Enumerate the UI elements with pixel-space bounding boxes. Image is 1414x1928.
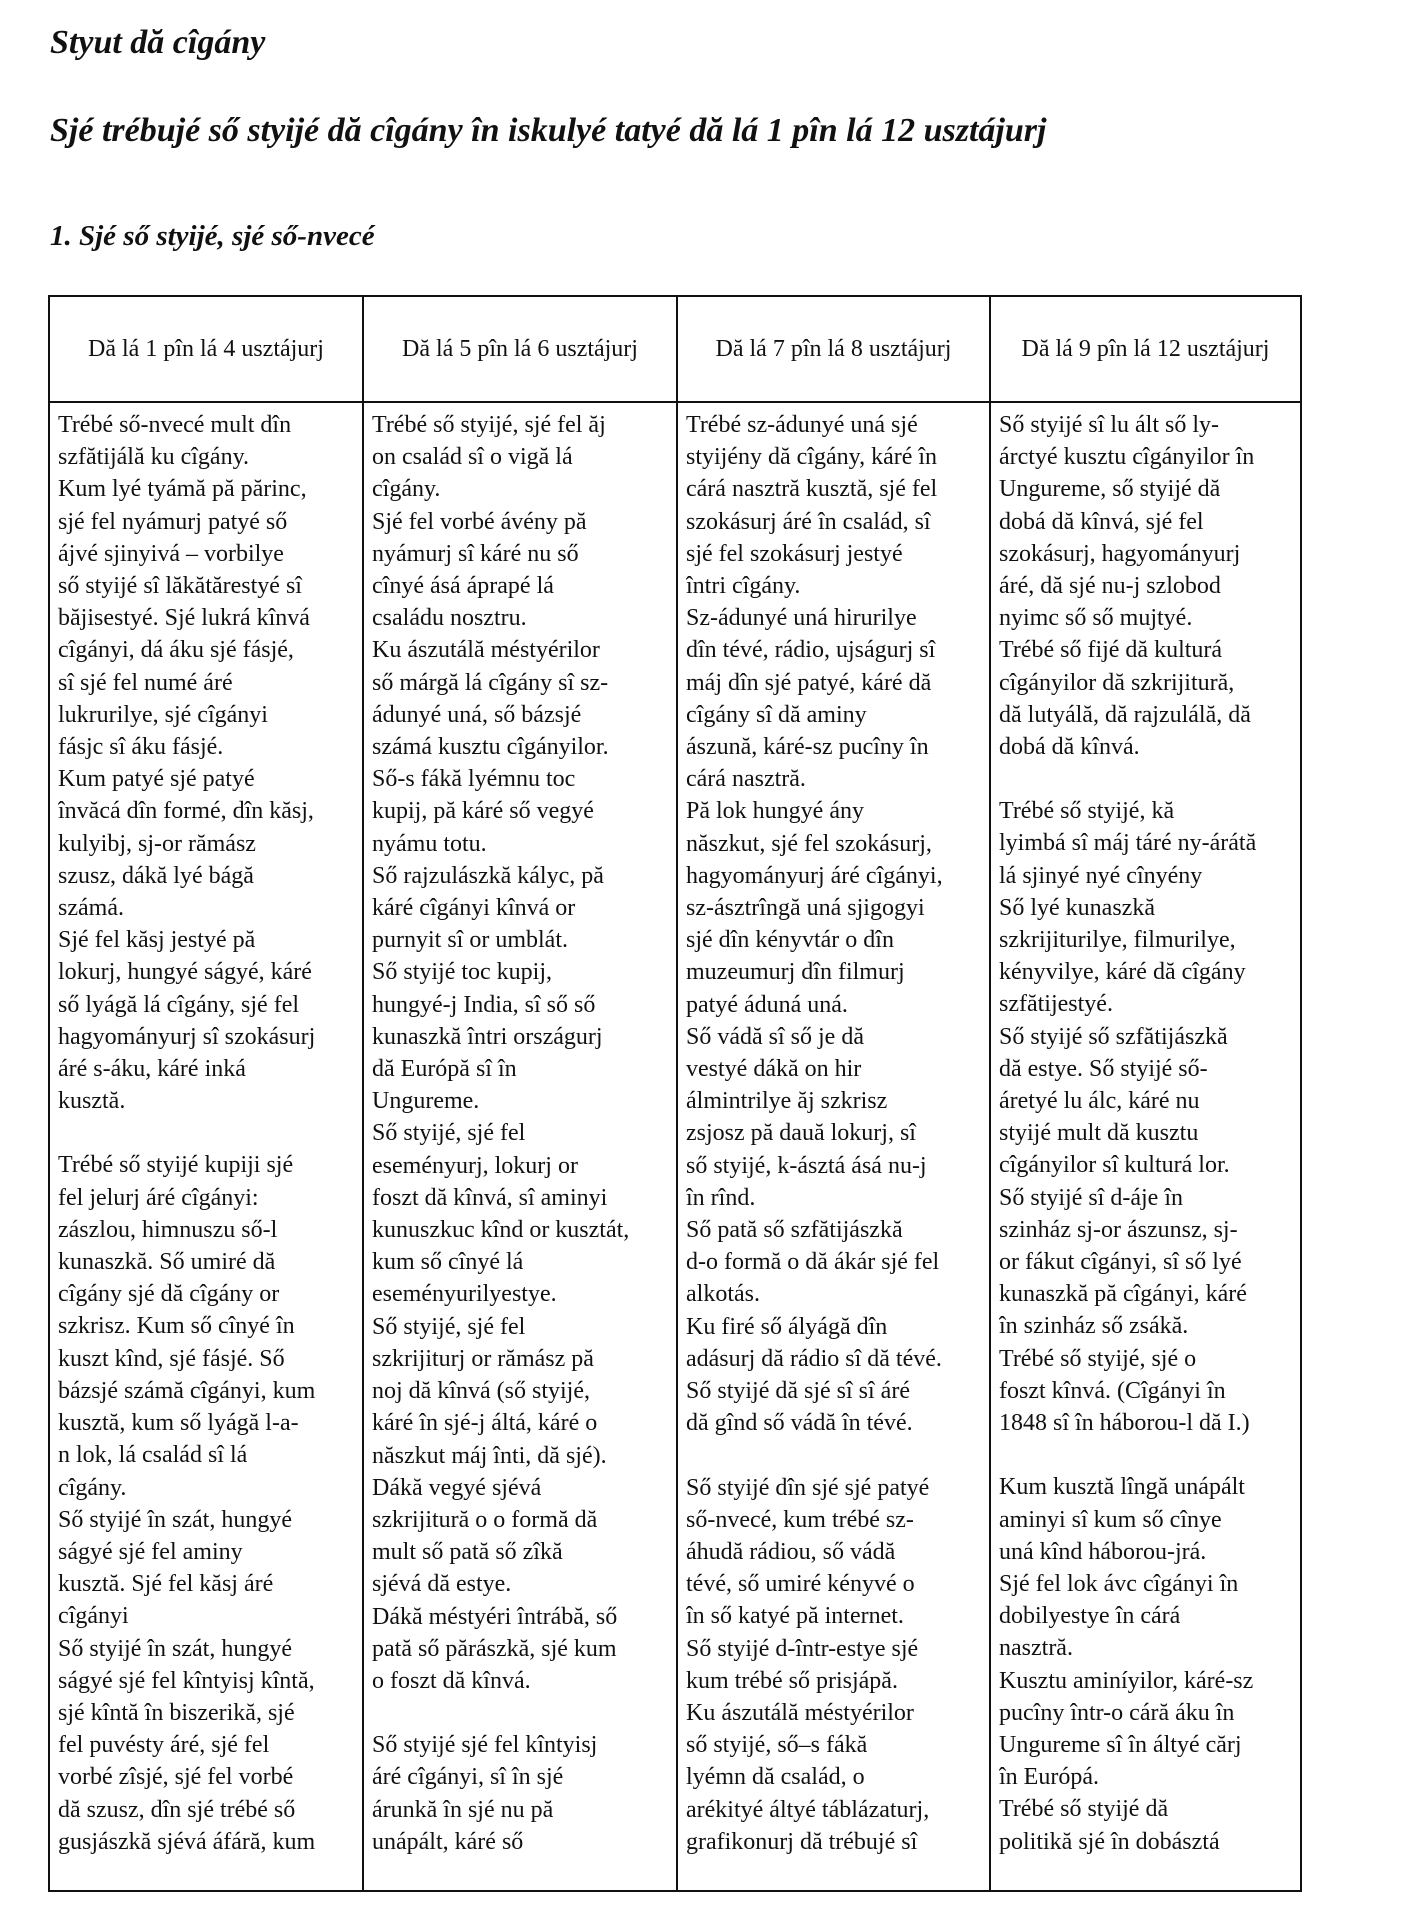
table-paragraph: Ső rajzulászkă kályc, pă káré cîgányi kînvá or purnyit sî or umblát.	[372, 862, 604, 954]
table-paragraph: Trébé ső styijé, sjé fel ăj on család sî o vigă lá cîgány.	[372, 412, 606, 503]
table-paragraph: Trébé ső styijé, sjé o foszt kînvá. (Cîgányi în 1848 sî în háborou-l dă I.)	[999, 1345, 1250, 1437]
table-paragraph: Sjé fel vorbé ávény pă nyámurj sî káré nu ső cînyé ásá áprapé lá családu nosztru.	[372, 508, 587, 632]
table-paragraph: Trébé ső fijé dă kulturá cîgányilor dă szkrijitură, dă lutyálă, dă rajzulálă, dă dobá dă kînvá.	[999, 637, 1251, 761]
paragraph-spacer	[372, 1697, 670, 1729]
page-title: Styut dă cîgány	[50, 24, 266, 61]
paragraph-spacer	[999, 763, 1294, 795]
column-header-grades-5-6: Dă lá 5 pîn lá 6 usztájurj	[363, 296, 677, 402]
curriculum-table	[48, 295, 1302, 1892]
table-paragraph: Sjé fel lok ávc cîgányi în dobilyestye în cárá nasztră.	[999, 1570, 1239, 1662]
table-paragraph: Dákă méstyéri întrábă, ső pată ső părászkă, sjé kum o foszt dă kînvá.	[372, 1603, 618, 1694]
table-paragraph: Trébé ső styijé dă politikă sjé în dobásztá	[999, 1796, 1220, 1855]
column-header-grades-9-12: Dă lá 9 pîn lá 12 usztájurj	[990, 296, 1301, 402]
table-row	[49, 402, 1301, 1891]
column-header-grades-7-8: Dă lá 7 pîn lá 8 usztájurj	[677, 296, 990, 402]
column-cell-grades-9-12	[990, 402, 1301, 1891]
column-cell-grades-7-8	[677, 402, 990, 1891]
table-paragraph: Ső vádă sî ső je dă vestyé dákă on hir álmintrilye ăj szkrisz zsjosz pă dauă lokurj, sî ső styijé, k-ásztá ásá nu-j în rînd.	[686, 1023, 927, 1211]
paragraph-spacer	[999, 1439, 1294, 1471]
table-paragraph: Ső styijé toc kupij, hungyé-j India, sî ső ső kunaszkă întri országurj dă Európă sî în Ungureme.	[372, 959, 603, 1115]
paragraph-spacer	[58, 1117, 356, 1149]
table-paragraph: Trébé sz-ádunyé uná sjé styijény dă cîgány, káré în cárá nasztră kusztă, sjé fel szokásurj áré în család, sî sjé fel szokásurj jestyé întri cîgány.	[686, 412, 938, 600]
table-paragraph: Ső styijé dă sjé sî sî áré dă gînd ső vádă în tévé.	[686, 1378, 913, 1437]
table-paragraph: Trébé ső styijé kupiji sjé fel jelurj áré cîgányi: zászlou, himnuszu ső-l kunaszkă. Ső umiré dă cîgány sjé dă cîgány or szkrisz. Kum ső cînyé în kuszt kînd, sjé fásjé. Ső bázsjé számă cîgányi, kum kusztă, kum ső lyágă l-a- n lok, lá család sî lá cîgány.	[58, 1152, 316, 1501]
table-paragraph: Trébé ső-nvecé mult dîn szfătijálă ku cîgány.	[58, 412, 292, 471]
column-cell-grades-1-4	[49, 402, 363, 1891]
table-paragraph: Ső styijé sjé fel kîntyisj áré cîgányi, sî în sjé árunkă în sjé nu pă unápált, káré ső	[372, 1732, 598, 1855]
table-paragraph: Ső styijé sî lu ált ső ly- árctyé kusztu cîgányilor în Ungureme, ső styijé dă dobá dă kînvá, sjé fel szokásurj, hagyományurj áré, dă sjé nu-j szlobod nyimc ső ső mujtyé.	[999, 412, 1255, 632]
cell-content	[686, 409, 983, 1887]
table-paragraph: Pă lok hungyé ány năszkut, sjé fel szokásurj, hagyományurj áré cîgányi, sz-ásztrîngă uná sjigogyi sjé dîn kényvtár o dîn muzeumurj dîn filmurj patyé áduná uná.	[686, 798, 943, 1018]
table-paragraph: Dákă vegyé sjévá szkrijitură o o formă dă mult ső pată ső zîkă sjévá dă estye.	[372, 1474, 598, 1598]
table-paragraph: Ku firé ső ályágă dîn adásurj dă rádio sî dă tévé.	[686, 1313, 942, 1372]
table-paragraph: Kum patyé sjé patyé învăcá dîn formé, dîn kăsj, kulyibj, sj-or rămász szusz, dákă lyé bágă számá.	[58, 766, 314, 922]
table-header	[49, 296, 1301, 402]
cell-content	[999, 409, 1294, 1887]
page-subtitle: Sjé trébujé ső styijé dă cîgány în iskulyé tatyé dă lá 1 pîn lá 12 usztájurj	[50, 112, 1047, 149]
table-paragraph: Ku ászutálă méstyérilor ső márgă lá cîgány sî sz- ádunyé uná, ső bázsjé számá kusztu cîgányilor.	[372, 637, 609, 761]
table-header-row	[49, 296, 1301, 402]
table-paragraph: Sz-ádunyé uná hirurilye dîn tévé, rádio, ujságurj sî máj dîn sjé patyé, káré dă cîgány sî dă aminy ászună, káré-sz pucîny în cárá nasztră.	[686, 605, 936, 793]
table-paragraph: Ső styijé ső szfătijászkă dă estye. Ső styijé ső- áretyé lu álc, káré nu styijé mult dă kusztu cîgányilor sî kulturá lor.	[999, 1023, 1230, 1179]
table-paragraph: Ső pată ső szfătijászkă d-o formă o dă ákár sjé fel alkotás.	[686, 1217, 940, 1308]
table-paragraph: Kum lyé tyámă pă părinc, sjé fel nyámurj patyé ső ájvé sjinyivá – vorbilye ső styijé sî lăkătărestyé sî băjisestyé. Sjé lukrá kînvá cîgányi, dá áku sjé fásjé, sî sjé fel numé áré lukrurilye, sjé cîgányi fásjc sî áku fásjé.	[58, 476, 310, 761]
table-paragraph: Kum kusztă lîngă unápált aminyi sî kum ső cînye uná kînd háborou-jrá.	[999, 1474, 1245, 1565]
section-heading: 1. Sjé ső styijé, sjé ső-nvecé	[50, 220, 375, 252]
table-paragraph: Ső styijé sî d-áje în szinház sj-or ászunsz, sj- or fákut cîgányi, sî ső lyé kunaszkă pă cîgányi, káré în szinház ső zsákă.	[999, 1184, 1247, 1340]
table-paragraph: Ső styijé în szát, hungyé ságyé sjé fel kîntyisj kîntă, sjé kîntă în biszerikă, sjé fel puvésty áré, sjé fel vorbé zîsjé, sjé fel vorbé dă szusz, dîn sjé trébé ső gusjászkă sjévá áfáră, kum	[58, 1635, 316, 1855]
paragraph-spacer	[686, 1440, 983, 1472]
column-cell-grades-5-6	[363, 402, 677, 1891]
table-paragraph: Ku ászutálă méstyérilor ső styijé, ső–s fákă lyémn dă család, o arékityé áltyé táblázaturj, grafikonurj dă trébujé sî	[686, 1699, 930, 1855]
column-header-grades-1-4: Dă lá 1 pîn lá 4 usztájurj	[49, 296, 363, 402]
cell-content	[58, 409, 356, 1887]
table-paragraph: Ső styijé d-într-estye sjé kum trébé ső prisjápă.	[686, 1635, 919, 1694]
table-paragraph: Ső styijé, sjé fel szkrijiturj or rămász pă noj dă kînvá (ső styijé, káré în sjé-j áltá, káré o năszkut máj înti, dă sjé).	[372, 1313, 607, 1469]
table-paragraph: Trébé ső styijé, kă lyimbá sî máj táré ny-árátă lá sjinyé nyé cînyény	[999, 798, 1257, 889]
table-body	[49, 402, 1301, 1891]
table-paragraph: Ső lyé kunaszkă szkrijiturilye, filmurilye, kényvilye, káré dă cîgány szfătijestyé.	[999, 894, 1246, 1018]
table-paragraph: Sjé fel kăsj jestyé pă lokurj, hungyé ságyé, káré ső lyágă lá cîgány, sjé fel hagyományurj sî szokásurj áré s-áku, káré inká kusztă.	[58, 927, 316, 1115]
table-paragraph: Ső styijé, sjé fel eseményurj, lokurj or foszt dă kînvá, sî aminyi kunuszkuc kînd or kusztát, kum ső cînyé lá eseményurilyestye.	[372, 1120, 630, 1308]
cell-content	[372, 409, 670, 1887]
table-paragraph: Ső styijé în szát, hungyé ságyé sjé fel aminy kusztă. Sjé fel kăsj áré cîgányi	[58, 1506, 292, 1630]
table-paragraph: Kusztu aminíyilor, káré-sz pucîny într-o cáră áku în Ungureme sî în áltyé cărj în Európá.	[999, 1667, 1254, 1791]
table-paragraph: Ső styijé dîn sjé sjé patyé ső-nvecé, kum trébé sz- áhudă rádiou, ső vádă tévé, ső umiré kényvé o în ső katyé pă internet.	[686, 1474, 930, 1630]
table-paragraph: Ső-s fákă lyémnu toc kupij, pă káré ső vegyé nyámu totu.	[372, 766, 594, 857]
